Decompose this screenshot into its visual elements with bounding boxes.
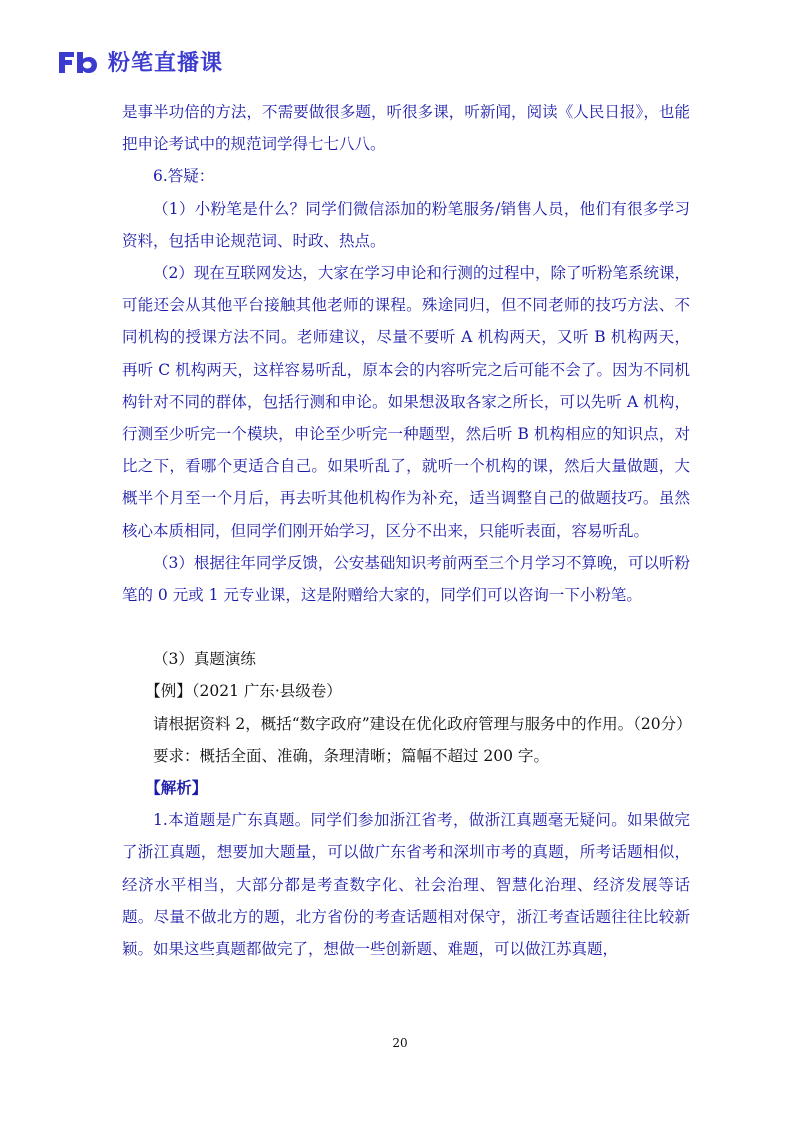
brand-header [56,46,223,77]
spacer [122,611,690,643]
paragraph-continuation: 是事半功倍的方法，不需要做很多题，听很多课，听新闻，阅读《人民日报》，也能把申论考试中的规范词学得七七八八。 [122,103,690,154]
page-number: 20 [392,1036,408,1050]
example-label: 【例】（2021 广东·县级卷） [145,682,342,701]
analysis-paragraph-1: 1.本道题是广东真题。同学们参加浙江省考，做浙江真题毫无疑问。如果做完了浙江真题，想要加大题量，可以做广东省考和深圳市考的真题，所考话题相似，经济水平相当，大部分都是考查数字化、社会治理、智慧化治理、经济发展等话题。尽量不做北方的题，北方省份的考查话题相对保守，浙江考查话题往往比较新颖。如果这些真题都做完了，想做一些创新题、难题，可以做江苏真题， [122,811,690,959]
fenbi-logo-icon [56,48,100,76]
question-text: 请根据资料 2，概括“数字政府”建设在优化政府管理与服务中的作用。（20分） [153,714,692,733]
qa-item-1: （1）小粉笔是什么？同学们微信添加的粉笔服务/销售人员，他们有很多学习资料，包括申论规范词、时政、热点。 [122,199,690,250]
section-heading-practice: （3）真题演练 [153,650,256,669]
qa-item-2: （2）现在互联网发达，大家在学习申论和行测的过程中，除了听粉笔系统课，可能还会从其他平台接触其他老师的课程。殊途同归，但不同老师的技巧方法、不同机构的授课方法不同。老师建议，尽量不要听 A 机构两天，又听 B 机构两天，再听 C 机构两天，这样容易听乱，原本会的内容听完之后可能不会了。因为不同机构针对不同的群体，包括行测和申论。如果想汲取各家之所长，可以先听 A 机构，行测至少听完一个模块，申论至少听完一种题型，然后听 B 机构相应的知识点，对比之下，看哪个更适合自己。如果听乱了，就听一个机构的课，然后大量做题，大概半个月至一个月后，再去听其他机构作为补充，适当调整自己的做题技巧。虽然核心本质相同，但同学们刚开始学习，区分不出来，只能听表面，容易听乱。 [122,264,690,540]
analysis-heading: 【解析】 [145,778,208,798]
section-heading-qa: 6.答疑： [153,167,215,186]
document-body [122,96,690,965]
brand-name: 粉笔直播课 [108,51,224,76]
qa-item-3: （3）根据往年同学反馈，公安基础知识考前两至三个月学习不算晚，可以听粉笔的 0 元或 1 元专业课，这是附赠给大家的，同学们可以咨询一下小粉笔。 [122,553,690,605]
question-requirements: 要求：概括全面、准确，条理清晰；篇幅不超过 200 字。 [153,746,549,765]
